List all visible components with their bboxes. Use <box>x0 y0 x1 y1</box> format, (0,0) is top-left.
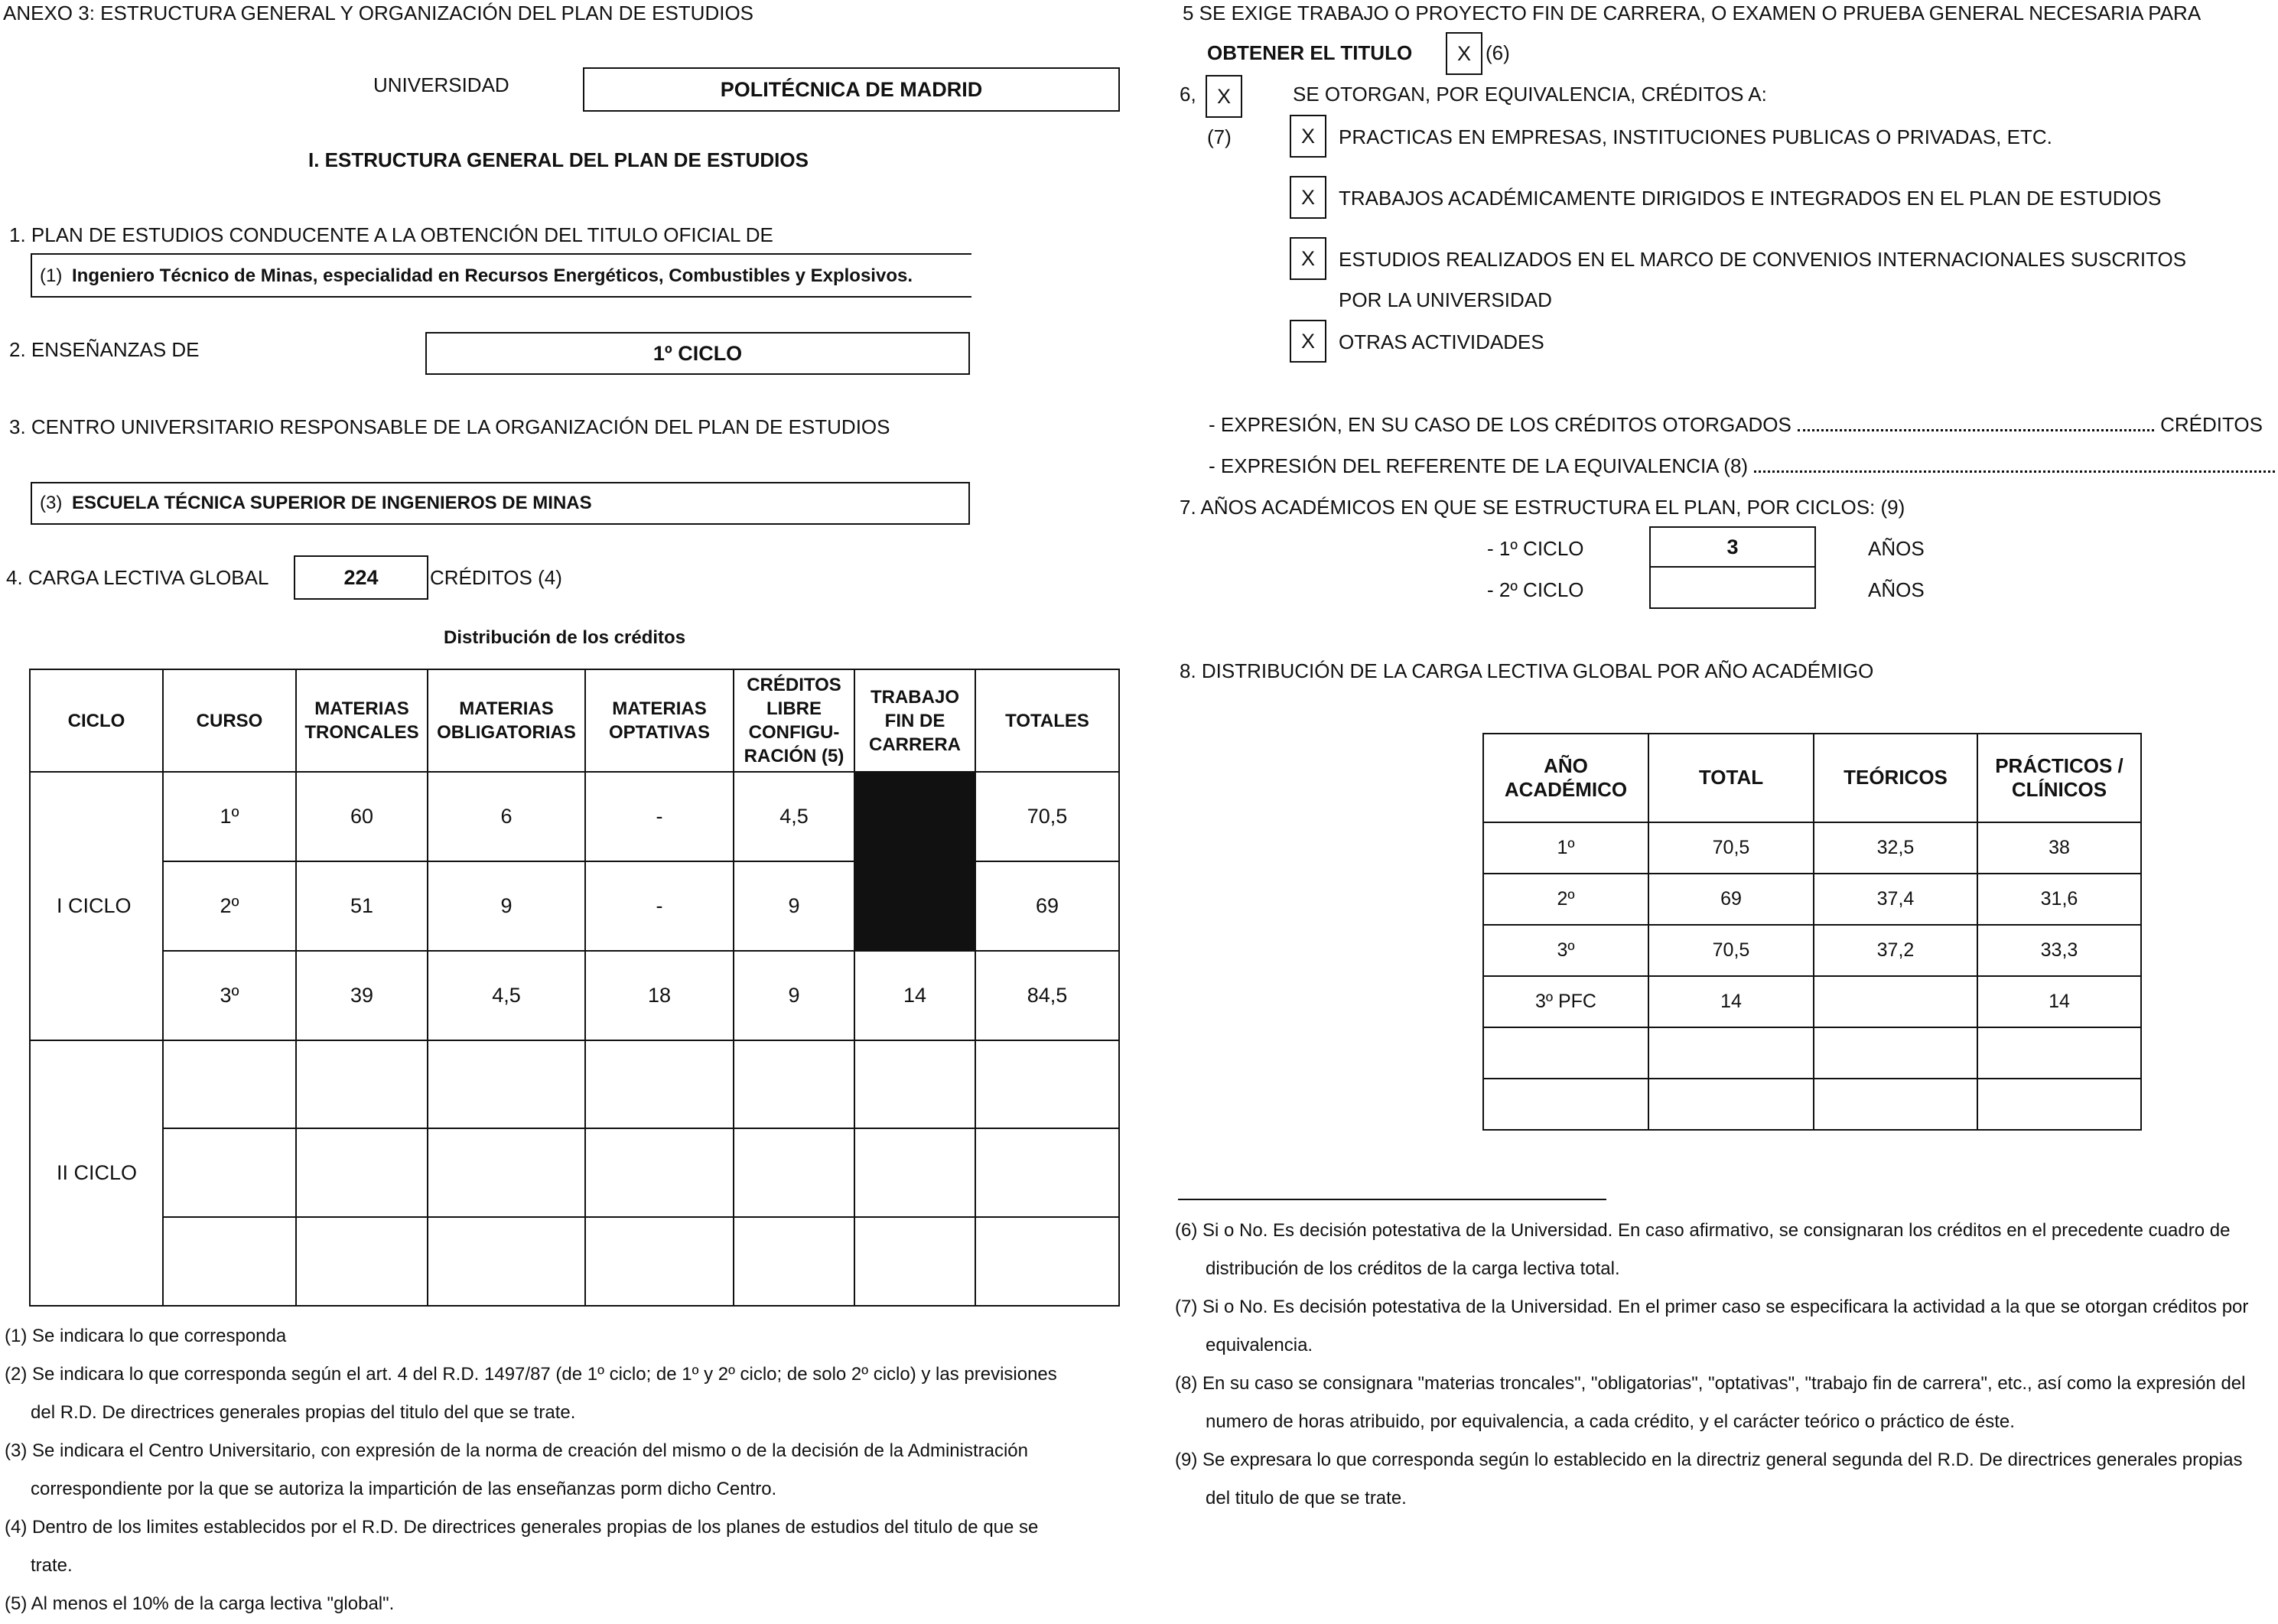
cell-total: 69 <box>1648 874 1814 925</box>
cell-curso: 1º <box>163 772 296 861</box>
header-practicos: PRÁCTICOS / CLÍNICOS <box>1977 734 2141 822</box>
table-row <box>30 1128 1119 1217</box>
option-checkbox: X <box>1290 237 1326 280</box>
cell-practicos: 14 <box>1977 976 2141 1027</box>
footnote-8: (8) En su caso se consignara "materias troncales", "obligatorias", "optativas", "trabajo fin de carrera", etc., así como la expresión del numero de horas atribuido, por equivalencia, a cada crédito, y el carácter teórico o práctico de éste. <box>1175 1373 2246 1432</box>
option-otras: OTRAS ACTIVIDADES <box>1339 330 1544 353</box>
cell-teoricos <box>1814 976 1977 1027</box>
cell-year: 3º <box>1483 925 1648 976</box>
header-total: TOTAL <box>1648 734 1814 822</box>
cell-teoricos: 37,4 <box>1814 874 1977 925</box>
footnote-7: (7) Si o No. Es decisión potestativa de la Universidad. En el primer caso se especificara la actividad a la que se otorgan créditos por equivalencia. <box>1175 1297 2249 1356</box>
header-trabajo: TRABAJO FIN DE CARRERA <box>854 669 975 772</box>
item7-label: 7. AÑOS ACADÉMICOS EN QUE SE ESTRUCTURA EL PLAN, POR CICLOS: (9) <box>1180 496 1905 519</box>
item2-value: 1º CICLO <box>425 332 970 375</box>
table-row <box>1483 1027 2141 1079</box>
cell-curso: 3º <box>163 951 296 1040</box>
table-row <box>30 861 1119 951</box>
cell-total: 70,5 <box>1648 822 1814 874</box>
cell-troncales: 39 <box>296 951 428 1040</box>
cell-troncales: 51 <box>296 861 428 951</box>
footnote-5: (5) Al menos el 10% de la carga lectiva "global". <box>5 1593 395 1614</box>
footnotes-left <box>5 1317 1076 1623</box>
cell-obligatorias: 4,5 <box>428 951 585 1040</box>
option-trabajos: TRABAJOS ACADÉMICAMENTE DIRIGIDOS E INTEGRADOS EN EL PLAN DE ESTUDIOS <box>1339 187 2162 210</box>
footnote-6: (6) Si o No. Es decisión potestativa de la Universidad. En caso afirmativo, se consignaran los créditos en el precedente cuadro de distribución de los créditos de la carga lectiva total. <box>1175 1220 2231 1279</box>
header-curso: CURSO <box>163 669 296 772</box>
cell-total: 70,5 <box>1648 925 1814 976</box>
expr2-label: - EXPRESIÓN DEL REFERENTE DE LA EQUIVALENCIA (8) <box>1209 454 1749 477</box>
expr1-suffix: CRÉDITOS <box>2160 413 2263 436</box>
cell-teoricos: 37,2 <box>1814 925 1977 976</box>
item4-label: 4. CARGA LECTIVA GLOBAL <box>6 566 269 589</box>
cell-obligatorias: 6 <box>428 772 585 861</box>
header-year: AÑO ACADÉMICO <box>1483 734 1648 822</box>
footnote-separator <box>1178 1199 1606 1200</box>
header-totales: TOTALES <box>975 669 1119 772</box>
item3-value: ESCUELA TÉCNICA SUPERIOR DE INGENIEROS DE MINAS <box>72 493 592 513</box>
cell-practicos: 38 <box>1977 822 2141 874</box>
cell-practicos <box>1977 1079 2141 1130</box>
ciclo2-label: II CICLO <box>30 1040 163 1306</box>
item6-note: (7) <box>1207 125 1232 148</box>
cell-totales: 84,5 <box>975 951 1119 1040</box>
dotted-leader <box>1798 429 2154 431</box>
cell-year: 1º <box>1483 822 1648 874</box>
header-optativas: MATERIAS OPTATIVAS <box>585 669 734 772</box>
item3-field <box>31 482 970 525</box>
option-estudios-line2: POR LA UNIVERSIDAD <box>1339 288 1552 311</box>
item3-num: (3) <box>40 493 63 513</box>
cell-trabajo-blocked <box>854 772 975 861</box>
item1-value: Ingeniero Técnico de Minas, especialidad en Recursos Energéticos, Combustibles y Explosivos. <box>72 265 913 286</box>
cell-libre: 9 <box>734 951 854 1040</box>
table-row <box>1483 874 2141 925</box>
cell-year <box>1483 1027 1648 1079</box>
cell-teoricos: 32,5 <box>1814 822 1977 874</box>
option-checkbox: X <box>1290 320 1326 363</box>
item7-ciclo2-label: - 2º CICLO <box>1487 578 1584 601</box>
item6-num: 6, <box>1180 83 1196 106</box>
footnote-1: (1) Se indicara lo que corresponda <box>5 1326 287 1346</box>
header-obligatorias: MATERIAS OBLIGATORIAS <box>428 669 585 772</box>
footnote-2: (2) Se indicara lo que corresponda según el art. 4 del R.D. 1497/87 (de 1º ciclo; de 1º y 2º ciclo; de solo 2º ciclo) y las previsiones del R.D. De directrices generales propias del titulo del que se trate. <box>5 1364 1057 1423</box>
university-value: POLITÉCNICA DE MADRID <box>583 67 1120 112</box>
annex-title: ANEXO 3: ESTRUCTURA GENERAL Y ORGANIZACIÓN DEL PLAN DE ESTUDIOS <box>3 2 754 24</box>
cell-obligatorias: 9 <box>428 861 585 951</box>
option-checkbox: X <box>1290 115 1326 158</box>
cell-year <box>1483 1079 1648 1130</box>
item7-ciclo2-unit: AÑOS <box>1868 578 1925 601</box>
cell-optativas: 18 <box>585 951 734 1040</box>
distribution-title: Distribución de los créditos <box>444 627 686 648</box>
cell-total <box>1648 1079 1814 1130</box>
cell-curso: 2º <box>163 861 296 951</box>
option-practicas: PRACTICAS EN EMPRESAS, INSTITUCIONES PUBLICAS O PRIVADAS, ETC. <box>1339 125 2052 148</box>
footnote-9: (9) Se expresara lo que corresponda según lo establecido en la directriz general segunda del R.D. De directrices generales propias del titulo de que se trate. <box>1175 1450 2243 1508</box>
footnotes-right <box>1175 1212 2254 1518</box>
cell-total <box>1648 1027 1814 1079</box>
cell-practicos <box>1977 1027 2141 1079</box>
university-label: UNIVERSIDAD <box>373 73 509 96</box>
table-header-row <box>1483 734 2141 822</box>
cell-totales: 70,5 <box>975 772 1119 861</box>
item4-value: 224 <box>294 555 428 600</box>
item3-label: 3. CENTRO UNIVERSITARIO RESPONSABLE DE LA ORGANIZACIÓN DEL PLAN DE ESTUDIOS <box>9 415 890 438</box>
cell-trabajo: 14 <box>854 951 975 1040</box>
footnote-3: (3) Se indicara el Centro Universitario, con expresión de la norma de creación del mismo o de la decisión de la Administración correspondiente por la que se autoriza la impartición de las enseñanzas porm dicho Centro. <box>5 1440 1028 1499</box>
item6-label: SE OTORGAN, POR EQUIVALENCIA, CRÉDITOS A: <box>1293 83 1767 106</box>
cell-totales: 69 <box>975 861 1119 951</box>
item5-checkbox: X <box>1446 32 1482 75</box>
header-troncales: MATERIAS TRONCALES <box>296 669 428 772</box>
dotted-leader <box>1754 470 2275 473</box>
footnote-4: (4) Dentro de los limites establecidos por el R.D. De directrices generales propias de los planes de estudios del titulo de que se trate. <box>5 1517 1039 1576</box>
item1-label: 1. PLAN DE ESTUDIOS CONDUCENTE A LA OBTENCIÓN DEL TITULO OFICIAL DE <box>9 223 773 246</box>
item7-ciclo1-unit: AÑOS <box>1868 537 1925 560</box>
cell-total: 14 <box>1648 976 1814 1027</box>
item7-ciclo2-value <box>1649 566 1816 609</box>
header-teoricos: TEÓRICOS <box>1814 734 1977 822</box>
cell-year: 3º PFC <box>1483 976 1648 1027</box>
ciclo1-label: I CICLO <box>30 772 163 1040</box>
table-header-row <box>30 669 1119 772</box>
item5-note: (6) <box>1486 41 1510 64</box>
table-row <box>30 1217 1119 1306</box>
table-row <box>30 951 1119 1040</box>
item7-ciclo1-value: 3 <box>1649 526 1816 568</box>
header-ciclo: CICLO <box>30 669 163 772</box>
cell-teoricos <box>1814 1079 1977 1130</box>
table-row <box>30 772 1119 861</box>
cell-practicos: 31,6 <box>1977 874 2141 925</box>
cell-troncales: 60 <box>296 772 428 861</box>
section-title: I. ESTRUCTURA GENERAL DEL PLAN DE ESTUDIOS <box>308 148 809 171</box>
option-checkbox: X <box>1290 176 1326 219</box>
header-libre: CRÉDITOS LIBRE CONFIGU- RACIÓN (5) <box>734 669 854 772</box>
table-row <box>1483 822 2141 874</box>
cell-optativas: - <box>585 861 734 951</box>
item7-ciclo1-label: - 1º CICLO <box>1487 537 1584 560</box>
expr1-line <box>1209 413 2263 437</box>
expr2-line <box>1209 454 2275 478</box>
table-row <box>1483 976 2141 1027</box>
cell-trabajo-blocked <box>854 861 975 951</box>
item4-suffix: CRÉDITOS (4) <box>430 566 562 589</box>
cell-libre: 9 <box>734 861 854 951</box>
item5-label: 5 SE EXIGE TRABAJO O PROYECTO FIN DE CARRERA, O EXAMEN O PRUEBA GENERAL NECESARIA PARA <box>1183 2 2202 24</box>
option-estudios: ESTUDIOS REALIZADOS EN EL MARCO DE CONVENIOS INTERNACIONALES SUSCRITOS <box>1339 248 2187 271</box>
annual-load-table <box>1482 733 2142 1131</box>
item1-num: (1) <box>40 265 63 286</box>
item5-label2: OBTENER EL TITULO <box>1207 41 1413 64</box>
item8-label: 8. DISTRIBUCIÓN DE LA CARGA LECTIVA GLOBAL POR AÑO ACADÉMIGO <box>1180 659 1874 682</box>
item1-field <box>31 255 971 298</box>
item6-checkbox: X <box>1206 75 1242 118</box>
cell-practicos: 33,3 <box>1977 925 2141 976</box>
cell-optativas: - <box>585 772 734 861</box>
credit-distribution-table <box>29 669 1120 1307</box>
table-row <box>1483 925 2141 976</box>
cell-libre: 4,5 <box>734 772 854 861</box>
item2-label: 2. ENSEÑANZAS DE <box>9 338 200 361</box>
table-row <box>1483 1079 2141 1130</box>
cell-teoricos <box>1814 1027 1977 1079</box>
expr1-label: - EXPRESIÓN, EN SU CASO DE LOS CRÉDITOS OTORGADOS <box>1209 413 1791 436</box>
cell-year: 2º <box>1483 874 1648 925</box>
table-row <box>30 1040 1119 1128</box>
